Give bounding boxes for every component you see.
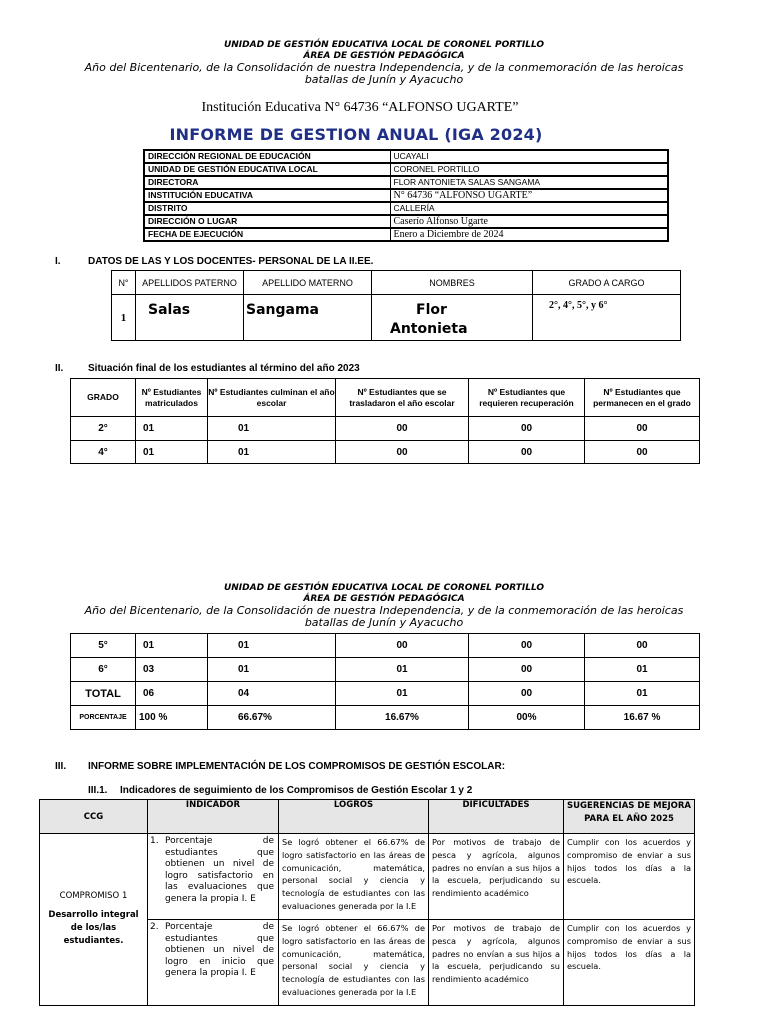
indicador-text: Porcentaje de estudiantes que obtienen un nivel de logro satisfactorio en las evaluaciones que genera la propia I. E	[165, 836, 274, 904]
col-header: Nº Estudiantes que se trasladaron el año escolar	[336, 379, 469, 417]
value-cell: 66.67%	[208, 706, 336, 730]
col-header: APELLIDO MATERNO	[244, 271, 372, 295]
col-header: SUGERENCIAS DE MEJORA PARA EL AÑO 2025	[564, 800, 695, 834]
students-row	[71, 417, 700, 441]
col-header: Nº Estudiantes culminan el año escolar	[208, 379, 336, 417]
section-3-1-title: Indicadores de seguimiento de los Compromisos de Gestión Escolar 1 y 2	[120, 785, 473, 796]
page-header	[0, 40, 768, 86]
dificultades-cell: Por motivos de trabajo de pesca y agrícola, algunos padres no envían a sus hijos a la escuela, perjudicando su rendimiento académico	[429, 920, 564, 1006]
commitments-table	[39, 799, 695, 1006]
students-row	[71, 658, 700, 682]
info-label: INSTITUCIÓN EDUCATIVA	[144, 189, 390, 202]
students-row	[71, 441, 700, 464]
value-cell: 01	[136, 441, 208, 464]
teacher-nombres	[372, 295, 533, 341]
commitment-row	[40, 834, 695, 920]
value-cell: 01	[208, 441, 336, 464]
value-cell: 00	[469, 441, 585, 464]
students-table-continued	[70, 633, 700, 730]
col-header: GRADO	[71, 379, 136, 417]
value-cell: 00	[469, 682, 585, 706]
value-cell: 01	[136, 417, 208, 441]
info-label: UNIDAD DE GESTIÓN EDUCATIVA LOCAL	[144, 163, 390, 176]
total-label: TOTAL	[71, 682, 136, 706]
students-total-row	[71, 682, 700, 706]
header-year-motto-cont: batallas de Junín y Ayacucho	[304, 616, 464, 629]
teacher-nombres-2: Antonieta	[390, 321, 468, 337]
col-header: NOMBRES	[372, 271, 533, 295]
value-cell: 01	[208, 658, 336, 682]
value-cell: 100 %	[136, 706, 208, 730]
teacher-nombres-1: Flor	[416, 302, 447, 318]
grade-cell: 4°	[71, 441, 136, 464]
col-header: DIFICULTADES	[429, 800, 564, 834]
indicador-cell	[148, 834, 279, 920]
compromiso-cell	[40, 834, 148, 1006]
col-header: LOGROS	[279, 800, 429, 834]
value-cell: 01	[208, 634, 336, 658]
info-value: FLOR ANTONIETA SALAS SANGAMA	[390, 176, 668, 189]
section-2-title: Situación final de los estudiantes al término del año 2023	[88, 363, 360, 374]
value-cell: 01	[336, 682, 469, 706]
indicador-number: 2.	[150, 922, 159, 932]
value-cell: 01	[585, 658, 700, 682]
value-cell: 01	[136, 634, 208, 658]
value-cell: 00	[469, 634, 585, 658]
grade-cell: 6°	[71, 658, 136, 682]
report-title: INFORME DE GESTION ANUAL (IGA 2024)	[169, 125, 543, 144]
info-row	[144, 150, 668, 163]
sugerencias-cell: Cumplir con los acuerdos y compromiso de enviar a sus hijos todos los días a la escuela.	[564, 834, 695, 920]
header-year-motto-cont: batallas de Junín y Ayacucho	[304, 73, 464, 86]
info-value: Enero a Diciembre de 2024	[390, 228, 668, 241]
col-header: CCG	[40, 800, 148, 834]
dificultades-cell: Por motivos de trabajo de pesca y agrícola, algunos padres no envían a sus hijos a la escuela, perjudicando su rendimiento académico	[429, 834, 564, 920]
info-label: FECHA DE EJECUCIÓN	[144, 228, 390, 241]
info-value: Caserío Alfonso Ugarte	[390, 215, 668, 228]
value-cell: 01	[208, 417, 336, 441]
info-value: CORONEL PORTILLO	[390, 163, 668, 176]
value-cell: 06	[136, 682, 208, 706]
col-header: Nº Estudiantes que permanecen en el grado	[585, 379, 700, 417]
students-header-row	[71, 379, 700, 417]
indicador-cell	[148, 920, 279, 1006]
info-value: UCAYALI	[390, 150, 668, 163]
percent-label: PORCENTAJE	[71, 706, 136, 730]
value-cell: 00	[585, 441, 700, 464]
value-cell: 00	[585, 634, 700, 658]
grade-cell: 2°	[71, 417, 136, 441]
header-ugel: UNIDAD DE GESTIÓN EDUCATIVA LOCAL DE CORONEL PORTILLO	[223, 40, 545, 50]
value-cell: 16.67 %	[585, 706, 700, 730]
value-cell: 00	[336, 634, 469, 658]
section-3-number: III.	[55, 761, 67, 772]
info-label: DIRECTORA	[144, 176, 390, 189]
logros-cell: Se logró obtener el 66.67% de logro satisfactorio en las áreas de comunicación, matemática, personal social y ciencia y tecnología de estudiantes con las evaluaciones generada por la I.E	[279, 834, 429, 920]
header-ugel: UNIDAD DE GESTIÓN EDUCATIVA LOCAL DE CORONEL PORTILLO	[223, 583, 545, 593]
header-year-motto: Año del Bicentenario, de la Consolidación de nuestra Independencia, y de la conmemoración de las heroicas	[84, 604, 684, 617]
col-header: N°	[112, 271, 136, 295]
info-table	[143, 149, 669, 242]
header-area: ÁREA DE GESTIÓN PEDAGÓGICA	[303, 594, 465, 604]
value-cell: 01	[585, 682, 700, 706]
teacher-number: 1	[112, 295, 136, 341]
info-row	[144, 189, 668, 202]
col-header: Nº Estudiantes matriculados	[136, 379, 208, 417]
value-cell: 00	[585, 417, 700, 441]
section-3-1-number: III.1.	[88, 785, 108, 796]
compromiso-label: COMPROMISO 1	[59, 891, 128, 901]
students-percent-row	[71, 706, 700, 730]
value-cell: 04	[208, 682, 336, 706]
value-cell: 03	[136, 658, 208, 682]
info-row	[144, 163, 668, 176]
indicador-text: Porcentaje de estudiantes que obtienen un nivel de logro en inicio que genera la propia I. E	[165, 922, 274, 978]
section-1-number: I.	[55, 256, 61, 267]
col-header: Nº Estudiantes que requieren recuperación	[469, 379, 585, 417]
value-cell: 00	[469, 658, 585, 682]
students-table	[70, 378, 700, 464]
col-header: APELLIDOS PATERNO	[136, 271, 244, 295]
indicador-number: 1.	[150, 836, 159, 846]
section-3-title: INFORME SOBRE IMPLEMENTACIÓN DE LOS COMPROMISOS DE GESTIÓN ESCOLAR:	[88, 761, 506, 772]
teacher-paterno: Salas	[136, 295, 244, 341]
info-label: DIRECCIÓN REGIONAL DE EDUCACIÓN	[144, 150, 390, 163]
info-row	[144, 215, 668, 228]
teachers-table	[111, 270, 681, 341]
value-cell: 01	[336, 658, 469, 682]
compromiso-desc: Desarrollo integral de los/las estudiantes.	[48, 910, 139, 946]
info-label: DISTRITO	[144, 202, 390, 215]
header-year-motto: Año del Bicentenario, de la Consolidación de nuestra Independencia, y de la conmemoración de las heroicas	[84, 61, 684, 74]
teacher-row	[112, 295, 681, 341]
teachers-header-row	[112, 271, 681, 295]
grade-cell: 5°	[71, 634, 136, 658]
commitments-header-row	[40, 800, 695, 834]
institution-name: Institución Educativa N° 64736 “ALFONSO UGARTE”	[201, 100, 519, 115]
info-value: N° 64736 “ALFONSO UGARTE”	[390, 189, 668, 202]
info-row	[144, 202, 668, 215]
value-cell: 00%	[469, 706, 585, 730]
value-cell: 00	[336, 417, 469, 441]
info-label: DIRECCIÓN O LUGAR	[144, 215, 390, 228]
info-value: CALLERÍA	[390, 202, 668, 215]
sugerencias-cell: Cumplir con los acuerdos y compromiso de enviar a sus hijos todos los días a la escuela.	[564, 920, 695, 1006]
logros-cell: Se logró obtener el 66.67% de logro satisfactorio en las áreas de comunicación, matemática, personal social y ciencia y tecnología de estudiantes con las evaluaciones generada por la I.E	[279, 920, 429, 1006]
section-1-title: DATOS DE LAS Y LOS DOCENTES- PERSONAL DE LA II.EE.	[88, 256, 374, 267]
section-2-number: II.	[55, 363, 64, 374]
teacher-grado: 2°, 4°, 5°, y 6°	[533, 295, 681, 341]
info-row	[144, 228, 668, 241]
students-row	[71, 634, 700, 658]
page-2-header	[0, 583, 768, 629]
col-header: INDICADOR	[148, 800, 279, 834]
value-cell: 16.67%	[336, 706, 469, 730]
col-header: GRADO A CARGO	[533, 271, 681, 295]
info-row	[144, 176, 668, 189]
value-cell: 00	[336, 441, 469, 464]
header-area: ÁREA DE GESTIÓN PEDAGÓGICA	[303, 51, 465, 61]
value-cell: 00	[469, 417, 585, 441]
teacher-materno: Sangama	[244, 295, 372, 341]
